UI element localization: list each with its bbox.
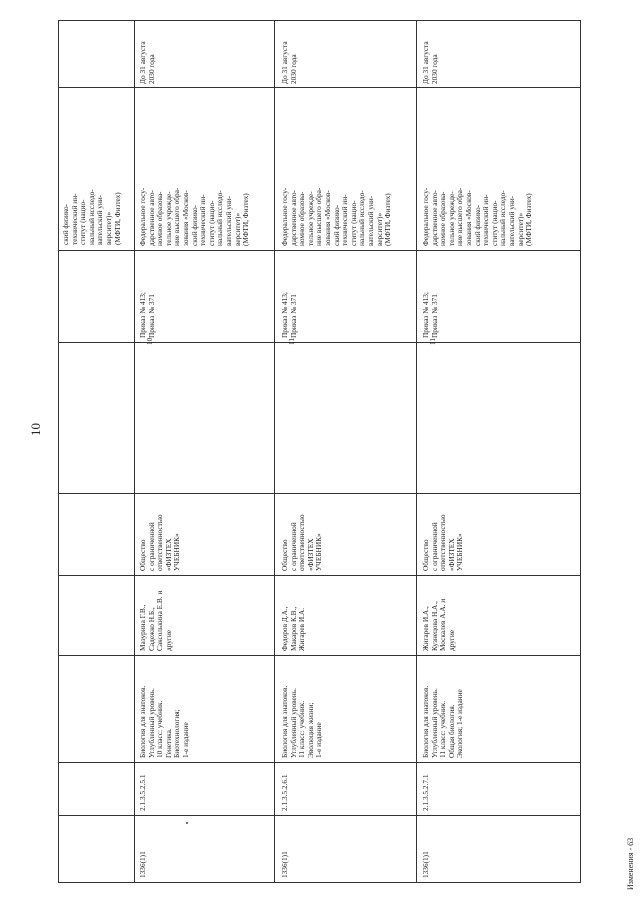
table-row-border xyxy=(58,20,59,882)
row-title-cell: Биология для знатоков. Углубленный уровень. 10 класс: учебник. Генетика. Биотехнология; 1-е издание xyxy=(138,685,190,758)
table-column-border xyxy=(58,882,581,883)
footer-text: Изменения - 63 xyxy=(626,837,635,890)
row-grade-cell: 11 xyxy=(428,337,437,345)
row-publisher-cell: Общество с ограниченной ответственностью «ФИЗТЕХ УЧЕБНИК» xyxy=(280,514,324,571)
table-row-border xyxy=(134,20,135,882)
table-column-border xyxy=(58,575,581,576)
row-authors-cell: Федоров Д.А., Макаров К.В., Жигарев И.А. xyxy=(280,606,307,651)
page-number: 10 xyxy=(28,423,43,436)
row-orders-cell: Приказ № 413; Приказ № 371 xyxy=(421,292,439,338)
table-column-border xyxy=(58,342,581,343)
row-id-cell: 1336(1)1 xyxy=(280,851,289,878)
table-row-border xyxy=(580,20,581,882)
table-row-border xyxy=(274,20,275,882)
table-column-border xyxy=(58,655,581,656)
row-orders-cell: Приказ № 413; Приказ № 371 xyxy=(138,292,156,338)
row-deadline-cell: До 31 августа 2030 года xyxy=(421,41,439,84)
row-code-cell: 2.1.3.5.2.5.1 xyxy=(138,774,147,811)
row-deadline-cell: До 31 августа 2030 года xyxy=(280,41,298,84)
row-authors-cell: Мазурина Г.В., Садежко Н.Б., Саксолькина Е.В. и другие xyxy=(138,590,173,651)
row-publisher-cell: Общество с ограниченной ответственностью «ФИЗТЕХ УЧЕБНИК» xyxy=(421,514,465,571)
ink-mark xyxy=(186,822,188,824)
row-title-cell: Биология для знатоков. Углубленный уровень. 11 класс: учебник. Эволюция жизни; 1-е издание xyxy=(280,685,324,758)
row-code-cell: 2.1.3.5.2.6.1 xyxy=(280,774,289,811)
row-authors-cell: Жигарев И.А., Кузнецова Н.А., Москалев А.А. и другие xyxy=(421,598,456,651)
row-title-cell: Биология для знатоков. Углубленный уровень. 11 класс: учебник. Общая биология. Экология; 1-е издание xyxy=(421,685,465,758)
row-developer-cell: Федеральное госу- дарственное авто- номное образова- тельное учрежде- ние высшего обра- зования «Москов- ский физико- технический ин- ститут (нацио- нальный исследо- вательский уни- верситет)» (МФТИ, Физтех) xyxy=(138,187,251,246)
row-id-cell: 1336(1)1 xyxy=(138,851,147,878)
row-publisher-cell: Общество с ограниченной ответственностью «ФИЗТЕХ УЧЕБНИК» xyxy=(138,514,182,571)
row-grade-cell: 11 xyxy=(287,337,296,345)
table-column-border xyxy=(58,250,581,251)
row-grade-cell: 10 xyxy=(145,337,154,345)
row-orders-cell: Приказ № 413; Приказ № 371 xyxy=(280,292,298,338)
table-column-border xyxy=(58,87,581,88)
table-column-border xyxy=(58,20,581,21)
row-id-cell: 1336(1)1 xyxy=(421,851,430,878)
row-code-cell: 2.1.3.5.2.7.1 xyxy=(421,774,430,811)
row-deadline-cell: До 31 августа 2030 года xyxy=(138,41,156,84)
continuation-developer-cell: ский физико- технический ин- ститут (нацио- нальный исследо- вательский уни- верситет)» (МФТИ, Физтех) xyxy=(61,189,122,245)
table-column-border xyxy=(58,493,581,494)
table-column-border xyxy=(58,815,581,816)
table-row-border xyxy=(416,20,417,882)
row-developer-cell: Федеральное госу- дарственное авто- номное образова- тельное учрежде- ние высшего обра- зования «Москов- ский физико- технический ин- ститут (нацио- нальный исследо- вательский уни- верситет)» (МФТИ, Физтех) xyxy=(421,187,534,246)
row-developer-cell: Федеральное госу- дарственное авто- номное образова- тельное учрежде- ние высшего обра- зования «Москов- ский физико- технический ин- ститут (нацио- нальный исследо- вательский уни- верситет)» (МФТИ, Физтех) xyxy=(280,187,393,246)
table-column-border xyxy=(58,762,581,763)
